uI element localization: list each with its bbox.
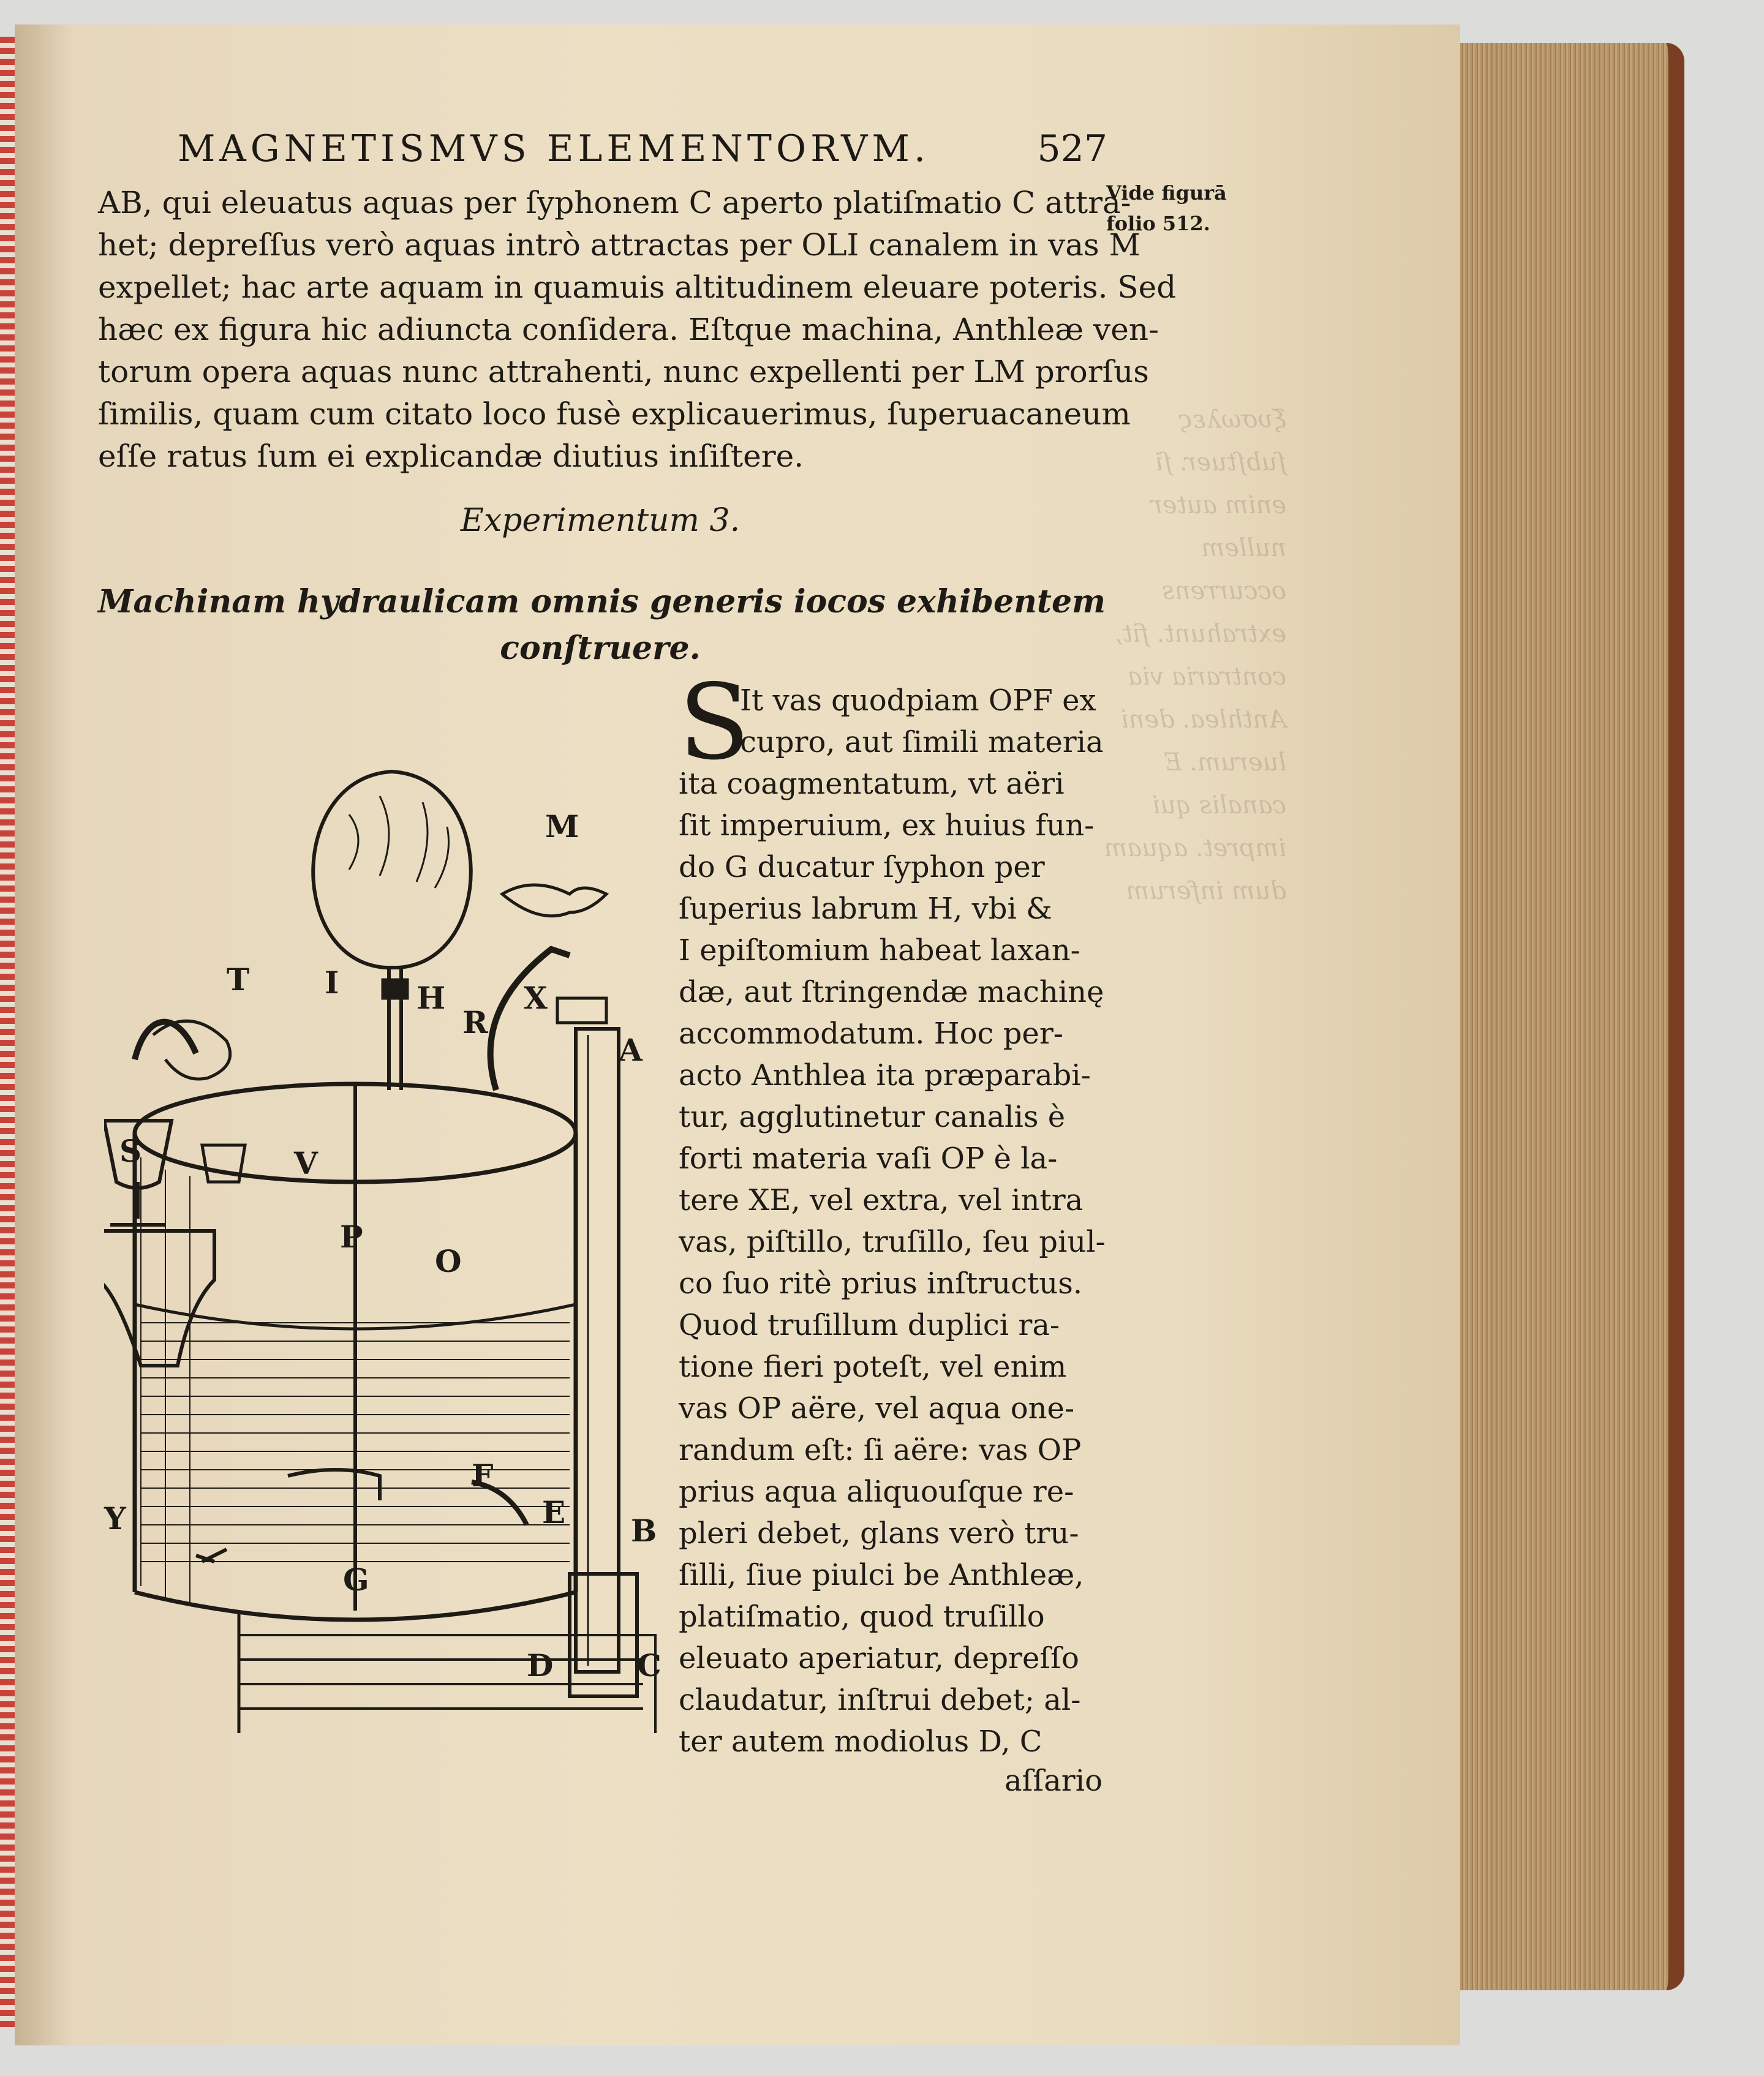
figure-label-x: X bbox=[524, 980, 548, 1016]
text-line: eleuato aperiatur, depreſſo bbox=[679, 1641, 1079, 1675]
text-line: forti materia vaſi OP è la- bbox=[679, 1141, 1058, 1176]
figure-label-s: S bbox=[119, 1133, 142, 1169]
text-line: randum eſt: ſi aëre: vas OP bbox=[679, 1433, 1082, 1467]
tree-crown bbox=[313, 772, 471, 968]
text-line: ita coagmentatum, vt aëri bbox=[679, 767, 1065, 801]
section-title bbox=[98, 579, 1106, 672]
text-line: eſſe ratus ſum ei explicandæ diutius inſiſtere. bbox=[98, 438, 804, 474]
figure-label-h: H bbox=[417, 980, 446, 1016]
book-cover-edge bbox=[0, 37, 15, 2027]
figure-label-g: G bbox=[343, 1562, 369, 1598]
text-line: do G ducatur ſyphon per bbox=[679, 850, 1045, 884]
title-line: Machinam hydraulicam omnis generis iocos exhibentem bbox=[98, 583, 1106, 620]
text-line: vas, piſtillo, truſillo, ſeu piul- bbox=[679, 1225, 1106, 1259]
figure-label-b: B bbox=[631, 1513, 657, 1549]
text-line: expellet; hac arte aquam in quamuis altitudinem eleuare poteris. Sed bbox=[98, 269, 1177, 305]
catchword: aſſario bbox=[1005, 1764, 1102, 1798]
figure-label-c: C bbox=[637, 1647, 662, 1683]
text-line: tione fieri poteſt, vel enim bbox=[679, 1350, 1067, 1384]
page-number: 527 bbox=[1037, 127, 1107, 170]
margin-note-line: folio 512. bbox=[1106, 212, 1210, 235]
text-line: prius aqua aliquouſque re- bbox=[679, 1475, 1074, 1509]
experiment-heading: Experimentum 3. bbox=[460, 502, 741, 539]
figure-label-e: E bbox=[542, 1494, 566, 1530]
text-line: ſilli, ſiue piulci be Anthleæ, bbox=[679, 1558, 1084, 1592]
text-line: ſit imperuium, ex huius fun- bbox=[679, 808, 1095, 843]
text-line: acto Anthlea ita præparabi- bbox=[679, 1058, 1091, 1093]
figure-label-r: R bbox=[462, 1004, 488, 1040]
running-head: MAGNETISMVS ELEMENTORVM. bbox=[178, 127, 930, 170]
figure-label-o: O bbox=[435, 1243, 462, 1279]
figure-label-i: I bbox=[325, 965, 339, 1001]
text-line: hæc ex figura hic adiuncta conſidera. Eſtque machina, Anthleæ ven- bbox=[98, 312, 1159, 347]
figure-label-m: M bbox=[545, 808, 579, 844]
figure-label-t: T bbox=[227, 961, 250, 998]
hydraulic-machine-woodcut bbox=[104, 692, 674, 1776]
text-line: vas OP aëre, vel aqua one- bbox=[679, 1391, 1075, 1426]
figure-label-a: A bbox=[619, 1032, 643, 1068]
text-line: It vas quodpiam OPF ex bbox=[740, 683, 1096, 718]
text-line: AB, qui eleuatus aquas per ſyphonem C aperto platiſmatio C attra- bbox=[98, 185, 1131, 220]
text-line: ſuperius labrum H, vbi & bbox=[679, 892, 1052, 926]
figure-label-f: F bbox=[472, 1457, 494, 1494]
text-line: cupro, aut ſimili materia bbox=[740, 725, 1104, 759]
text-line: platiſmatio, quod truſillo bbox=[679, 1600, 1045, 1634]
text-line: pleri debet, glans verò tru- bbox=[679, 1516, 1079, 1551]
drop-cap: S bbox=[679, 662, 750, 783]
figure-label-p: P bbox=[340, 1219, 363, 1255]
title-line: conſtruere. bbox=[500, 630, 701, 667]
text-line: het; depreſſus verò aquas intrò attractas per OLI canalem in vas M bbox=[98, 227, 1140, 263]
text-line: Quod truſillum duplici ra- bbox=[679, 1308, 1060, 1342]
text-line: accommodatum. Hoc per- bbox=[679, 1017, 1063, 1051]
margin-note-line: Vide figurā bbox=[1106, 181, 1227, 205]
text-line: tere XE, vel extra, vel intra bbox=[679, 1183, 1084, 1217]
text-line: ter autem modiolus D, C bbox=[679, 1724, 1042, 1759]
text-line: dæ, aut ſtringendæ machinę bbox=[679, 975, 1104, 1009]
text-line: torum opera aquas nunc attrahenti, nunc expellenti per LM prorſus bbox=[98, 354, 1149, 389]
show-through-text: ξυσωλες ſubſtuer. ſi enim auter nullem occurrens extrahunt. fit, contraria via Anthlea. deni luerum. E canalis qui impret. aquam dum inferum bbox=[1104, 405, 1286, 905]
text-line: tur, agglutinetur canalis è bbox=[679, 1100, 1066, 1134]
text-line: I epiſtomium habeat laxan- bbox=[679, 933, 1080, 968]
bracket-shelf bbox=[104, 1231, 214, 1366]
figure-label-y: Y bbox=[104, 1500, 126, 1536]
running-header bbox=[178, 127, 1109, 182]
figure-label-d: D bbox=[527, 1647, 554, 1683]
text-line: co ſuo ritè prius inſtructus. bbox=[679, 1266, 1083, 1301]
figure-label-v: V bbox=[294, 1145, 318, 1181]
text-line: ſimilis, quam cum citato loco fusè explicauerimus, ſuperuacaneum bbox=[98, 396, 1131, 432]
singing-bird bbox=[502, 885, 606, 916]
text-column bbox=[679, 662, 1107, 1762]
woodcut-illustration bbox=[104, 692, 674, 1776]
book-fore-edge bbox=[1460, 43, 1684, 1990]
text-line: claudatur, inſtrui debet; al- bbox=[679, 1683, 1081, 1717]
